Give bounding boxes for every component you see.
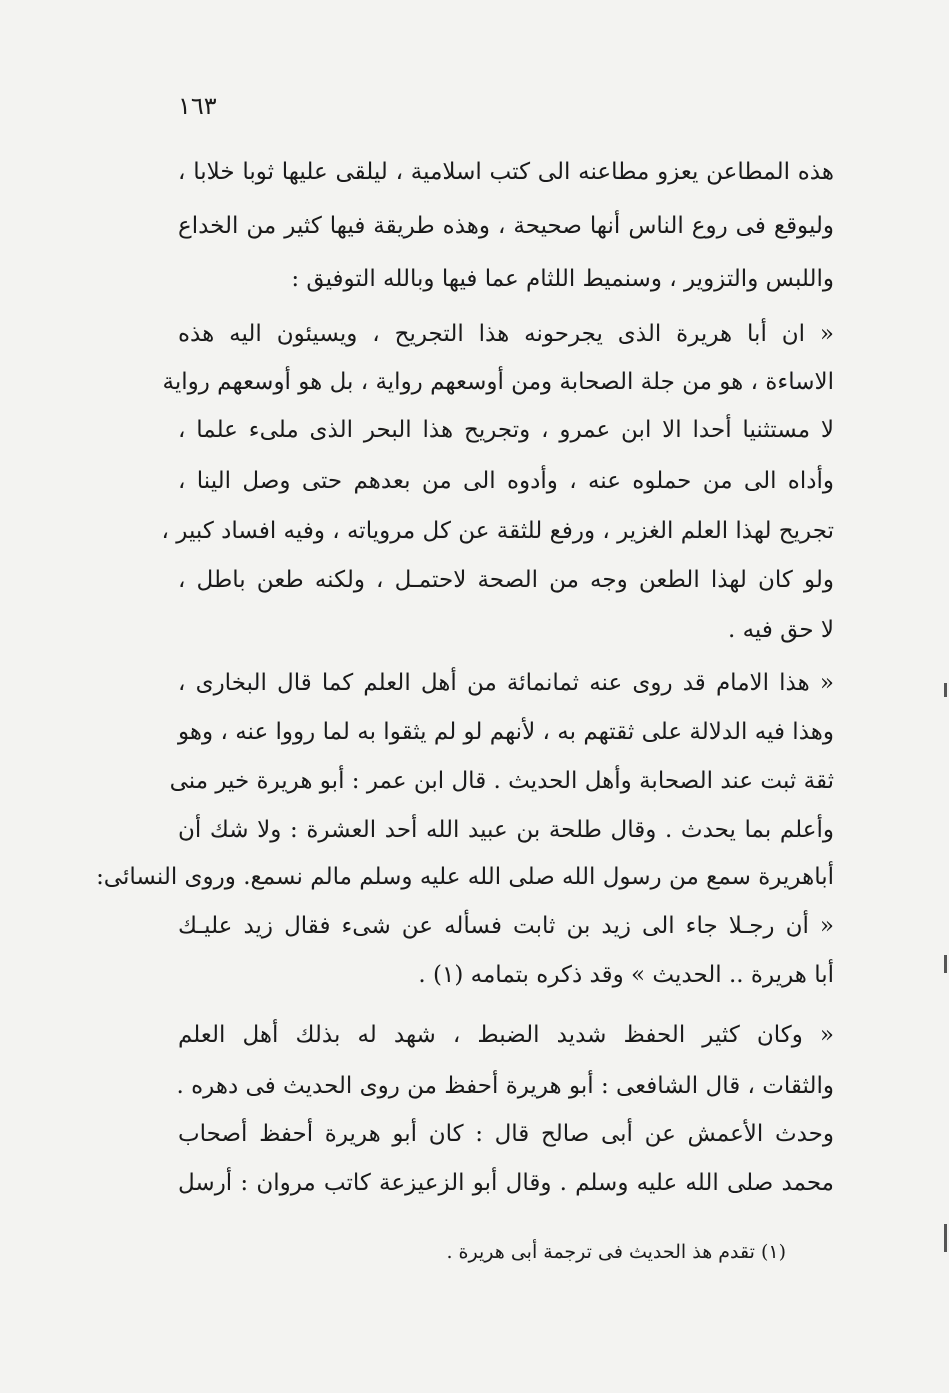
text-line: وهذا فيه الدلالة على ثقتهم به ، لأنهم لو لم يثقوا به لما رووا عنه ، وهو	[178, 719, 834, 745]
text-line: واللبس والتزوير ، وسنميط اللثام عما فيها وبالله التوفيق :	[291, 266, 834, 292]
text-line: وحدث الأعمش عن أبى صالح قال : كان أبو هريرة أحفظ أصحاب	[178, 1121, 834, 1147]
text-line: هذه المطاعن يعزو مطاعنه الى كتب اسلامية ، ليلقى عليها ثوبا خلابا ،	[178, 159, 834, 185]
text-line: « هذا الامام قد روى عنه ثمانمائة من أهل العلم كما قال البخارى ،	[178, 670, 834, 696]
text-line: « أن رجـلا جاء الى زيد بن ثابت فسأله عن شىء فقال زيد عليـك	[178, 913, 834, 939]
text-line: محمد صلى الله عليه وسلم . وقال أبو الزعيزعة كاتب مروان : أرسل	[178, 1170, 834, 1196]
text-line: « وكان كثير الحفظ شديد الضبط ، شهد له بذلك أهل العلم	[178, 1022, 834, 1048]
scan-edge-mark	[944, 683, 947, 697]
text-line: « ان أبا هريرة الذى يجرحونه هذا التجريح ، ويسيئون اليه هذه	[178, 321, 834, 347]
text-line: لا مستثنيا أحدا الا ابن عمرو ، وتجريح هذا البحر الذى ملىء علما ،	[178, 417, 834, 443]
scan-edge-mark	[944, 1224, 947, 1252]
text-line: لا حق فيه .	[727, 617, 834, 643]
text-line: وأعلم بما يحدث . وقال طلحة بن عبيد الله أحد العشرة : ولا شك أن	[178, 817, 834, 843]
text-line: أبا هريرة .. الحديث » وقد ذكره بتمامه (١) .	[418, 962, 834, 988]
text-line: أباهريرة سمع من رسول الله صلى الله عليه وسلم مالم نسمع. وروى النسائى:	[96, 864, 834, 890]
footnote: (١) تقدم هذ الحديث فى ترجمة أبى هريرة .	[446, 1241, 786, 1263]
text-line: وليوقع فى روع الناس أنها صحيحة ، وهذه طريقة فيها كثير من الخداع	[178, 213, 834, 239]
text-line: والثقات ، قال الشافعى : أبو هريرة أحفظ من روى الحديث فى دهره .	[176, 1073, 834, 1099]
page-number: ١٦٣	[178, 92, 217, 120]
text-line: وأداه الى من حملوه عنه ، وأدوه الى من بعدهم حتى وصل الينا ،	[178, 468, 834, 494]
text-line: ولو كان لهذا الطعن وجه من الصحة لاحتمـل ، ولكنه طعن باطل ،	[178, 567, 834, 593]
text-line: تجريح لهذا العلم الغزير ، ورفع للثقة عن كل مروياته ، وفيه افساد كبير ،	[161, 518, 834, 544]
scan-edge-mark	[944, 955, 947, 973]
text-line: ثقة ثبت عند الصحابة وأهل الحديث . قال ابن عمر : أبو هريرة خير منى	[169, 768, 834, 794]
text-line: الاساءة ، هو من جلة الصحابة ومن أوسعهم رواية ، بل هو أوسعهم رواية	[162, 369, 834, 395]
